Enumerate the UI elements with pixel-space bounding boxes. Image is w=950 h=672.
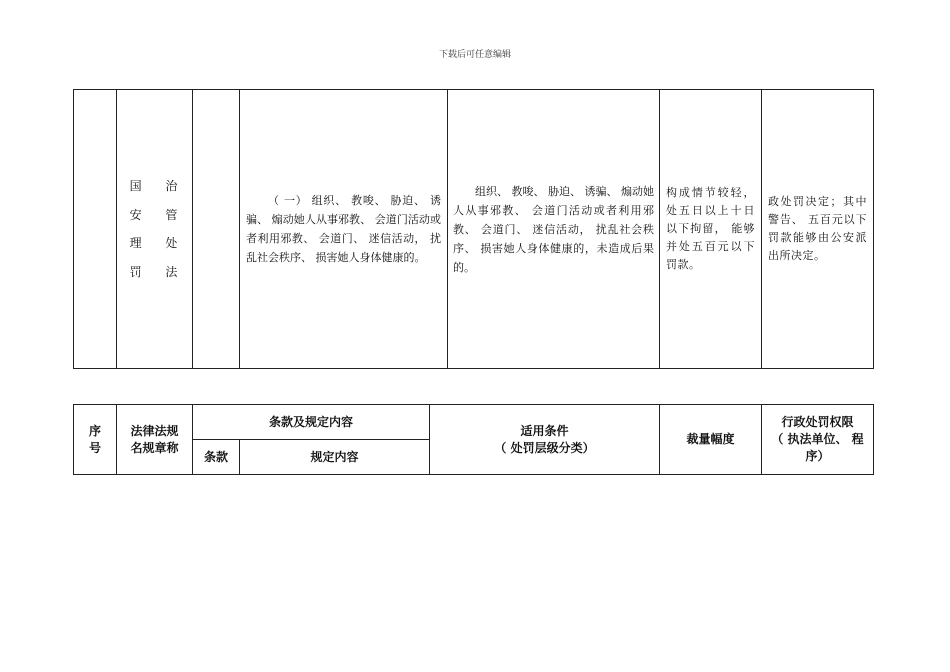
law-name-line: 国 治	[129, 179, 188, 193]
discretion-range-cell: 构成情节较轻， 处五日以上十日以下拘留， 能够并处五百元以下罚款。	[660, 90, 762, 369]
condition-header	[430, 405, 660, 475]
clause-header: 条款	[193, 440, 240, 475]
provision-content-header: 规定内容	[240, 440, 430, 475]
condition-header-line2: （ 处罚层级分类）	[494, 440, 595, 455]
law-name-line: 理 处	[129, 236, 188, 250]
condition-cell: 组织、 教唆、 胁迫、 诱骗、 煽动她人从事邪教、 会道门活动或者利用邪教、 会道门、 迷信活动， 扰乱社会秩序、 损害她人身体健康的，未造成后果的。	[448, 90, 660, 369]
provision-content-cell: （ 一） 组织、 教唆、 胁迫、 诱骗、 煽动她人从事邪教、 会道门活动或者利用邪教、 会道门、 迷信活动， 扰乱社会秩序、 损害她人身体健康的。	[240, 90, 448, 369]
clause-group-header: 条款及规定内容	[193, 405, 430, 440]
seq-cell	[74, 90, 117, 369]
authority-header-line1: 行政处罚权限	[781, 415, 854, 429]
seq-header: 序号	[74, 405, 117, 475]
authority-header-line2: （ 执法单位、 程	[771, 432, 864, 446]
law-name-header: 法律法规名规章称	[117, 405, 193, 475]
penalty-authority-cell: 政处罚决定；其中警告、 五百元以下罚款能够由公安派出所决定。	[762, 90, 874, 369]
discretion-range-header: 裁量幅度	[660, 405, 762, 475]
clause-cell	[193, 90, 240, 369]
page-header-note: 下载后可任意编辑	[438, 50, 511, 60]
regulation-table-row	[73, 89, 874, 369]
authority-header-line3: 序）	[805, 449, 830, 463]
law-name-cell	[117, 90, 193, 369]
penalty-authority-header	[762, 405, 874, 475]
regulation-table-header	[73, 404, 874, 475]
condition-header-line1: 适用条件	[520, 423, 569, 438]
law-name-line: 罚 法	[129, 264, 188, 279]
law-name-line: 安 管	[129, 207, 188, 222]
